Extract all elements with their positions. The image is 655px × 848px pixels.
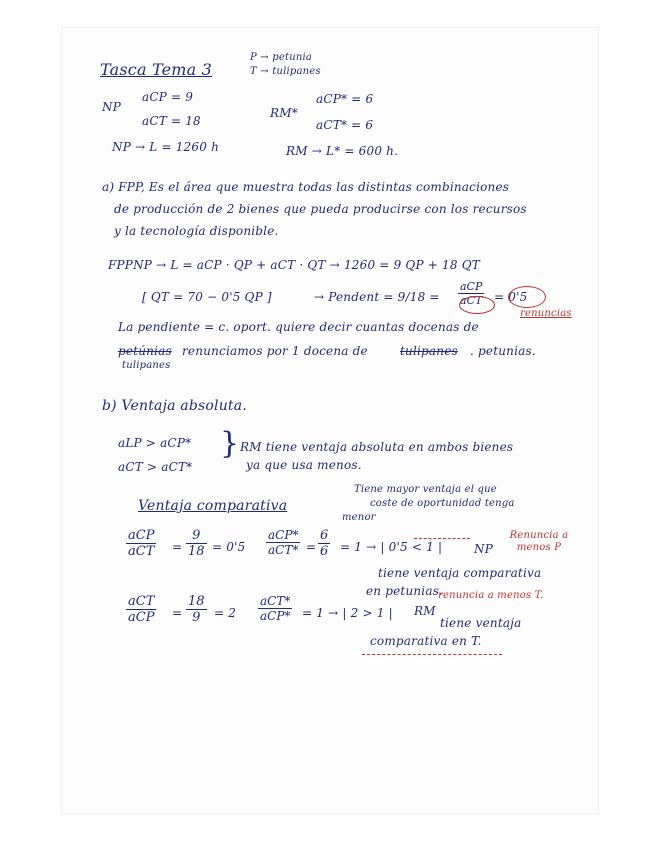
struck-word-2: tulipanes [400,344,458,358]
note-top-3: menor [342,512,376,523]
dash-line-1 [414,538,470,539]
ratio1b-denominator: aCT* [268,543,299,557]
ratio2b-value: = 1 → | 2 > 1 | [302,606,393,620]
rm-act: aCT* = 6 [316,118,374,132]
ratio1b-fraction [266,528,300,557]
part-b-title: b) Ventaja absoluta. [102,398,247,414]
ratio1-numerator: aCP [128,528,155,543]
ratio2-denominator: aCP [128,610,155,625]
ratio1-text-2: en petunias. [366,584,444,598]
ratio2-text-2: comparativa en T. [370,634,482,648]
ratio1b-numerator: aCP* [268,528,299,542]
legend-tulipanes: T → tulipanes [250,66,321,77]
legend-petunia: P → petunia [250,52,313,63]
ratio2-numerator: aCT [126,594,156,610]
brace-icon: } [220,426,240,461]
ratio1b-value: = 1 → | 0'5 < 1 | [340,540,443,554]
equals-2: = [172,606,183,620]
fpp-equation: FPPNP → L = aCP · QP + aCT · QT → 1260 = 9 QP + 18 QT [108,258,480,272]
compare-1: aLP > aCP* [118,436,192,450]
dash-line-2 [362,654,502,655]
ratio1-mid-fraction [186,528,207,559]
slope-value: = 0'5 [494,290,528,304]
equals-1b: = [306,540,317,554]
ratio1-conclusion: NP [474,542,493,556]
slope-denominator: aCT [460,294,483,307]
renuncia-note-1: Renuncia a menos P [509,530,569,553]
equals-1: = [172,540,183,554]
ratio1-mid-numerator: 9 [186,528,207,544]
part-a-line3: y la tecnología disponible. [114,224,279,238]
rm-hours: RM → L* = 600 h. [286,144,399,158]
part-a-line6: tulipanes [122,360,171,371]
ratio2b-fraction [258,594,292,623]
note-top: Tiene mayor ventaja el que [354,484,497,495]
ratio2-mid-denominator: 9 [192,610,201,625]
ratio1-text-1: tiene ventaja comparativa [378,566,542,580]
ratio2-conclusion: RM [414,604,436,618]
ratio1b-mid-fraction [318,528,330,559]
document-page [62,28,598,813]
ratio1b-mid-numerator: 6 [320,528,329,543]
renuncias-note: renuncias [520,308,572,319]
page-title: Tasca Tema 3 [100,60,213,79]
part-a-line1: a) FPP, Es el área que muestra todas las distintas combinaciones [102,180,510,194]
slope-circle [508,286,546,308]
ratio1-denominator: aCT [128,544,155,559]
part-a-line5-end: . petunias. [470,344,536,358]
absolute-text-2: ya que usa menos. [246,458,362,472]
ratio2-mid-numerator: 18 [188,594,205,609]
slope-numerator: aCP [460,280,483,293]
ratio2-value: = 2 [214,606,237,620]
ratio1-value: = 0'5 [212,540,246,554]
ratio1-mid-denominator: 18 [188,544,205,559]
absolute-text-1: RM tiene ventaja absoluta en ambos bienes [240,440,514,454]
part-a-line4: La pendiente = c. oport. quiere decir cuantas docenas de [118,320,479,334]
ratio2b-numerator: aCT* [258,594,292,609]
ratio2-fraction [126,594,156,625]
part-a-line5: renunciamos por 1 docena de [182,344,368,358]
rm-acp: aCP* = 6 [316,92,374,106]
ratio1b-mid-denominator: 6 [320,544,329,559]
note-top-2: coste de oportunidad tenga [370,498,515,509]
slope-label: → Pendent = 9/18 = [314,290,440,304]
rm-label: RM* [270,106,298,120]
denominator-circle [459,296,495,314]
ratio1-fraction [126,528,156,559]
part-a-line2: de producción de 2 bienes que pueda producirse con los recursos [114,202,527,216]
np-label: NP [102,100,121,114]
np-acp: aCP = 9 [142,90,194,104]
ratio2-mid-fraction [186,594,207,625]
ratio2-text-1: tiene ventaja [440,616,522,630]
comparative-title: Ventaja comparativa [138,498,288,514]
compare-2: aCT > aCT* [118,460,193,474]
struck-word-1: petúnias [118,344,172,358]
ratio2b-denominator: aCP* [260,609,291,623]
np-act: aCT = 18 [142,114,201,128]
renuncia-note-2: renuncia a menos T. [438,590,544,601]
qt-equation: [ QT = 70 − 0'5 QP ] [142,290,272,304]
np-hours: NP → L = 1260 h [112,140,219,154]
